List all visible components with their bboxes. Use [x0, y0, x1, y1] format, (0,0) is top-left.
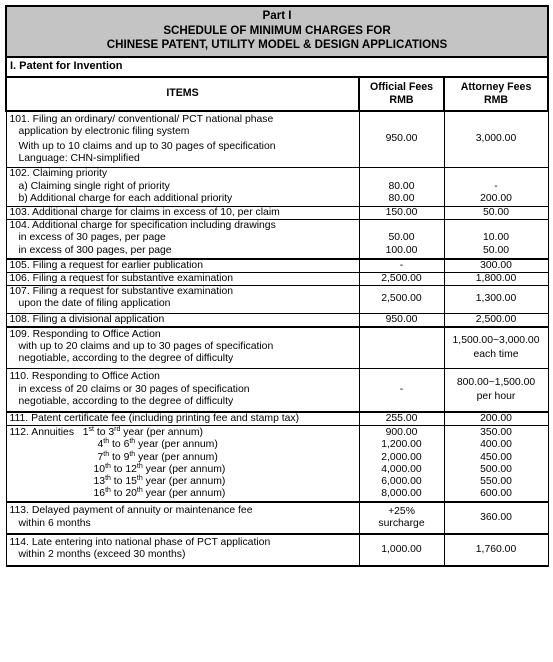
- attorney-fee: [444, 220, 548, 259]
- fee-value: 6,000.00: [381, 475, 422, 487]
- item-text: in excess of 20 claims or 30 pages of specification: [18, 383, 250, 395]
- year-to: to 12: [113, 463, 137, 475]
- year-note: year (per annum): [138, 439, 218, 451]
- fee-value: [363, 168, 441, 180]
- table-row: [6, 220, 548, 259]
- official-fee: 1,000.00: [359, 534, 444, 566]
- official-fee: 150.00: [359, 206, 444, 219]
- item-106: 106. Filing a request for substantive examination: [6, 272, 359, 285]
- item-text: in excess of 300 pages, per page: [18, 244, 172, 256]
- attorney-fee: [444, 369, 548, 412]
- fee-value: 80.00: [388, 192, 415, 204]
- fee-value: [448, 168, 545, 180]
- fee-value: 450.00: [480, 451, 512, 463]
- item-text: 104. Additional charge for specification including drawings: [9, 220, 276, 232]
- item-111: 111. Patent certificate fee (including printing fee and stamp tax): [6, 412, 359, 426]
- table-row: [6, 259, 548, 273]
- year-note: year (per annum): [123, 427, 203, 439]
- table-row: [6, 534, 548, 566]
- item-104: [6, 220, 359, 259]
- year-to: to 15: [113, 475, 137, 487]
- official-fee: [359, 327, 444, 369]
- item-text: 113. Delayed payment of annuity or maintenance fee: [9, 505, 253, 517]
- attorney-fee: 360.00: [444, 502, 548, 533]
- item-text: upon the date of filing application: [18, 298, 171, 310]
- fee-value: surcharge: [378, 518, 425, 530]
- schedule-title: [6, 6, 548, 57]
- attorney-fee: [444, 168, 548, 207]
- table-row: [6, 313, 548, 327]
- official-fee: 2,500.00: [359, 286, 444, 313]
- table-row: [6, 272, 548, 285]
- official-fee: 255.00: [359, 412, 444, 426]
- official-fees-currency: RMB: [389, 93, 414, 106]
- table-row: [6, 369, 548, 412]
- attorney-fee: 200.00: [444, 412, 548, 426]
- official-fee: 2,500.00: [359, 272, 444, 285]
- annuity-line: [10, 452, 356, 464]
- year-note: year (per annum): [145, 463, 226, 475]
- item-text: Language: CHN-simplified: [18, 153, 140, 165]
- item-text: a) Claiming single right of priority: [18, 180, 170, 192]
- official-fee: [359, 502, 444, 533]
- fee-value: 600.00: [480, 488, 512, 500]
- attorney-fee: 50.00: [444, 206, 548, 219]
- year-note: year (per annum): [138, 451, 218, 463]
- ordinal-suffix: th: [136, 462, 143, 470]
- fee-value: 1,200.00: [381, 439, 422, 451]
- official-fee: [359, 426, 444, 503]
- ordinal-suffix: th: [105, 474, 111, 482]
- fee-value: 900.00: [385, 427, 418, 439]
- table-row: [6, 111, 548, 168]
- attorney-fee: [444, 426, 548, 503]
- fee-value: 50.00: [483, 244, 510, 256]
- fee-value: 50.00: [388, 232, 415, 244]
- fee-value: 200.00: [480, 192, 512, 204]
- item-text: 102. Claiming priority: [9, 168, 108, 180]
- annuity-line: [10, 476, 356, 488]
- ordinal-suffix: th: [136, 487, 143, 495]
- item-113: [6, 502, 359, 533]
- item-103: 103. Additional charge for claims in excess of 10, per claim: [6, 206, 359, 219]
- ordinal-suffix: rd: [114, 426, 121, 434]
- title-line-2: CHINESE PATENT, UTILITY MODEL & DESIGN APPLICATIONS: [106, 38, 448, 51]
- fee-value: 100.00: [385, 244, 418, 256]
- item-text: With up to 10 claims and up to 30 pages of specification: [18, 140, 276, 152]
- fee-value: -: [494, 180, 498, 192]
- annuity-line: [10, 488, 356, 500]
- fee-value: each time: [473, 349, 519, 361]
- fee-value: [363, 220, 441, 232]
- item-114: [6, 534, 359, 566]
- fee-value: 800.00~1,500.00: [456, 377, 536, 389]
- ordinal-suffix: st: [88, 426, 94, 434]
- title-line-1: SCHEDULE OF MINIMUM CHARGES FOR: [163, 23, 391, 37]
- items-header: ITEMS: [6, 77, 359, 111]
- ordinal-suffix: th: [136, 474, 143, 482]
- annuity-line: [10, 464, 356, 476]
- item-112: [6, 426, 359, 503]
- table-row: [6, 286, 548, 313]
- table-row: [6, 502, 548, 533]
- item-text: 101. Filing an ordinary/ conventional/ PCT national phase: [9, 113, 274, 125]
- year-to: to 3: [96, 427, 115, 439]
- column-header-row: [6, 77, 548, 111]
- fee-value: 1,500.00~3,000.00: [452, 335, 540, 347]
- fee-schedule: [5, 5, 547, 567]
- section-row: [6, 57, 548, 77]
- annuities-label: 112. Annuities: [9, 427, 75, 439]
- year-from: 7: [97, 451, 104, 463]
- fee-table: [5, 5, 549, 567]
- year-from: 10: [93, 463, 106, 475]
- fee-value: [448, 220, 545, 232]
- attorney-fee: 3,000.00: [444, 111, 548, 168]
- item-text: b) Additional charge for each additional priority: [18, 192, 233, 204]
- attorney-fee: 1,760.00: [444, 534, 548, 566]
- year-to: to 9: [112, 451, 130, 463]
- table-row: [6, 426, 548, 503]
- item-text: in excess of 30 pages, per page: [18, 232, 166, 244]
- item-109: [6, 327, 359, 369]
- fee-value: per hour: [476, 391, 516, 403]
- table-row: [6, 327, 548, 369]
- year-from: 4: [97, 439, 104, 451]
- section-title: I. Patent for Invention: [6, 57, 548, 77]
- attorney-fees-header: [444, 77, 548, 111]
- year-note: year (per annum): [145, 488, 226, 500]
- annuity-line: [10, 427, 356, 439]
- ordinal-suffix: th: [103, 438, 110, 446]
- attorney-fees-label: Attorney Fees: [460, 80, 532, 93]
- fee-value: 350.00: [480, 427, 512, 439]
- year-from: 13: [93, 475, 106, 487]
- ordinal-suffix: th: [105, 487, 111, 495]
- year-from: 1: [82, 427, 89, 439]
- attorney-fee: [444, 327, 548, 369]
- item-text: 110. Responding to Office Action: [9, 371, 160, 383]
- fee-value: 80.00: [388, 180, 415, 192]
- official-fees-header: [359, 77, 444, 111]
- official-fee: [359, 220, 444, 259]
- fee-value: 8,000.00: [381, 488, 422, 500]
- year-from: 16: [93, 488, 106, 500]
- ordinal-suffix: th: [103, 450, 110, 458]
- year-note: year (per annum): [145, 475, 226, 487]
- part-label: Part I: [262, 9, 292, 22]
- fee-value: 400.00: [480, 439, 512, 451]
- item-105: 105. Filing a request for earlier publication: [6, 259, 359, 273]
- schedule-header: [6, 6, 548, 57]
- ordinal-suffix: th: [129, 450, 136, 458]
- item-text: 114. Late entering into national phase of PCT application: [9, 536, 271, 548]
- annuity-line: [10, 439, 356, 451]
- ordinal-suffix: th: [129, 438, 136, 446]
- item-102: [6, 168, 359, 207]
- item-text: 107. Filing a request for substantive examination: [9, 286, 234, 298]
- item-text: within 2 months (exceed 30 months): [18, 549, 186, 560]
- table-row: [6, 168, 548, 207]
- attorney-fee: 2,500.00: [444, 313, 548, 327]
- year-to: to 20: [113, 488, 137, 500]
- official-fee: 950.00: [359, 111, 444, 168]
- fee-value: 2,000.00: [381, 451, 422, 463]
- official-fee: -: [359, 369, 444, 412]
- fee-value: +25%: [388, 505, 415, 517]
- attorney-fees-currency: RMB: [483, 93, 509, 106]
- table-row: [6, 412, 548, 426]
- official-fees-label: Official Fees: [370, 80, 433, 93]
- official-fee: 950.00: [359, 313, 444, 327]
- ordinal-suffix: th: [105, 462, 111, 470]
- official-fee: [359, 168, 444, 207]
- item-text: 109. Responding to Office Action: [9, 328, 161, 340]
- attorney-fee: 300.00: [444, 259, 548, 273]
- item-text: negotiable, according to the degree of difficulty: [18, 353, 234, 365]
- fee-value: 4,000.00: [381, 463, 422, 475]
- item-110: [6, 369, 359, 412]
- fee-value: 500.00: [480, 463, 512, 475]
- item-107: [6, 286, 359, 313]
- item-101: [6, 111, 359, 168]
- table-row: [6, 206, 548, 219]
- item-text: negotiable, according to the degree of difficulty: [18, 395, 234, 407]
- fee-value: 550.00: [480, 475, 512, 487]
- item-108: 108. Filing a divisional application: [6, 313, 359, 327]
- fee-value: 10.00: [483, 232, 510, 244]
- item-text: within 6 months: [18, 517, 91, 529]
- attorney-fee: 1,800.00: [444, 272, 548, 285]
- year-to: to 6: [112, 439, 130, 451]
- official-fee: -: [359, 259, 444, 273]
- item-text: with up to 20 claims and up to 30 pages of specification: [18, 340, 274, 352]
- attorney-fee: 1,300.00: [444, 286, 548, 313]
- item-text: application by electronic filing system: [18, 125, 190, 137]
